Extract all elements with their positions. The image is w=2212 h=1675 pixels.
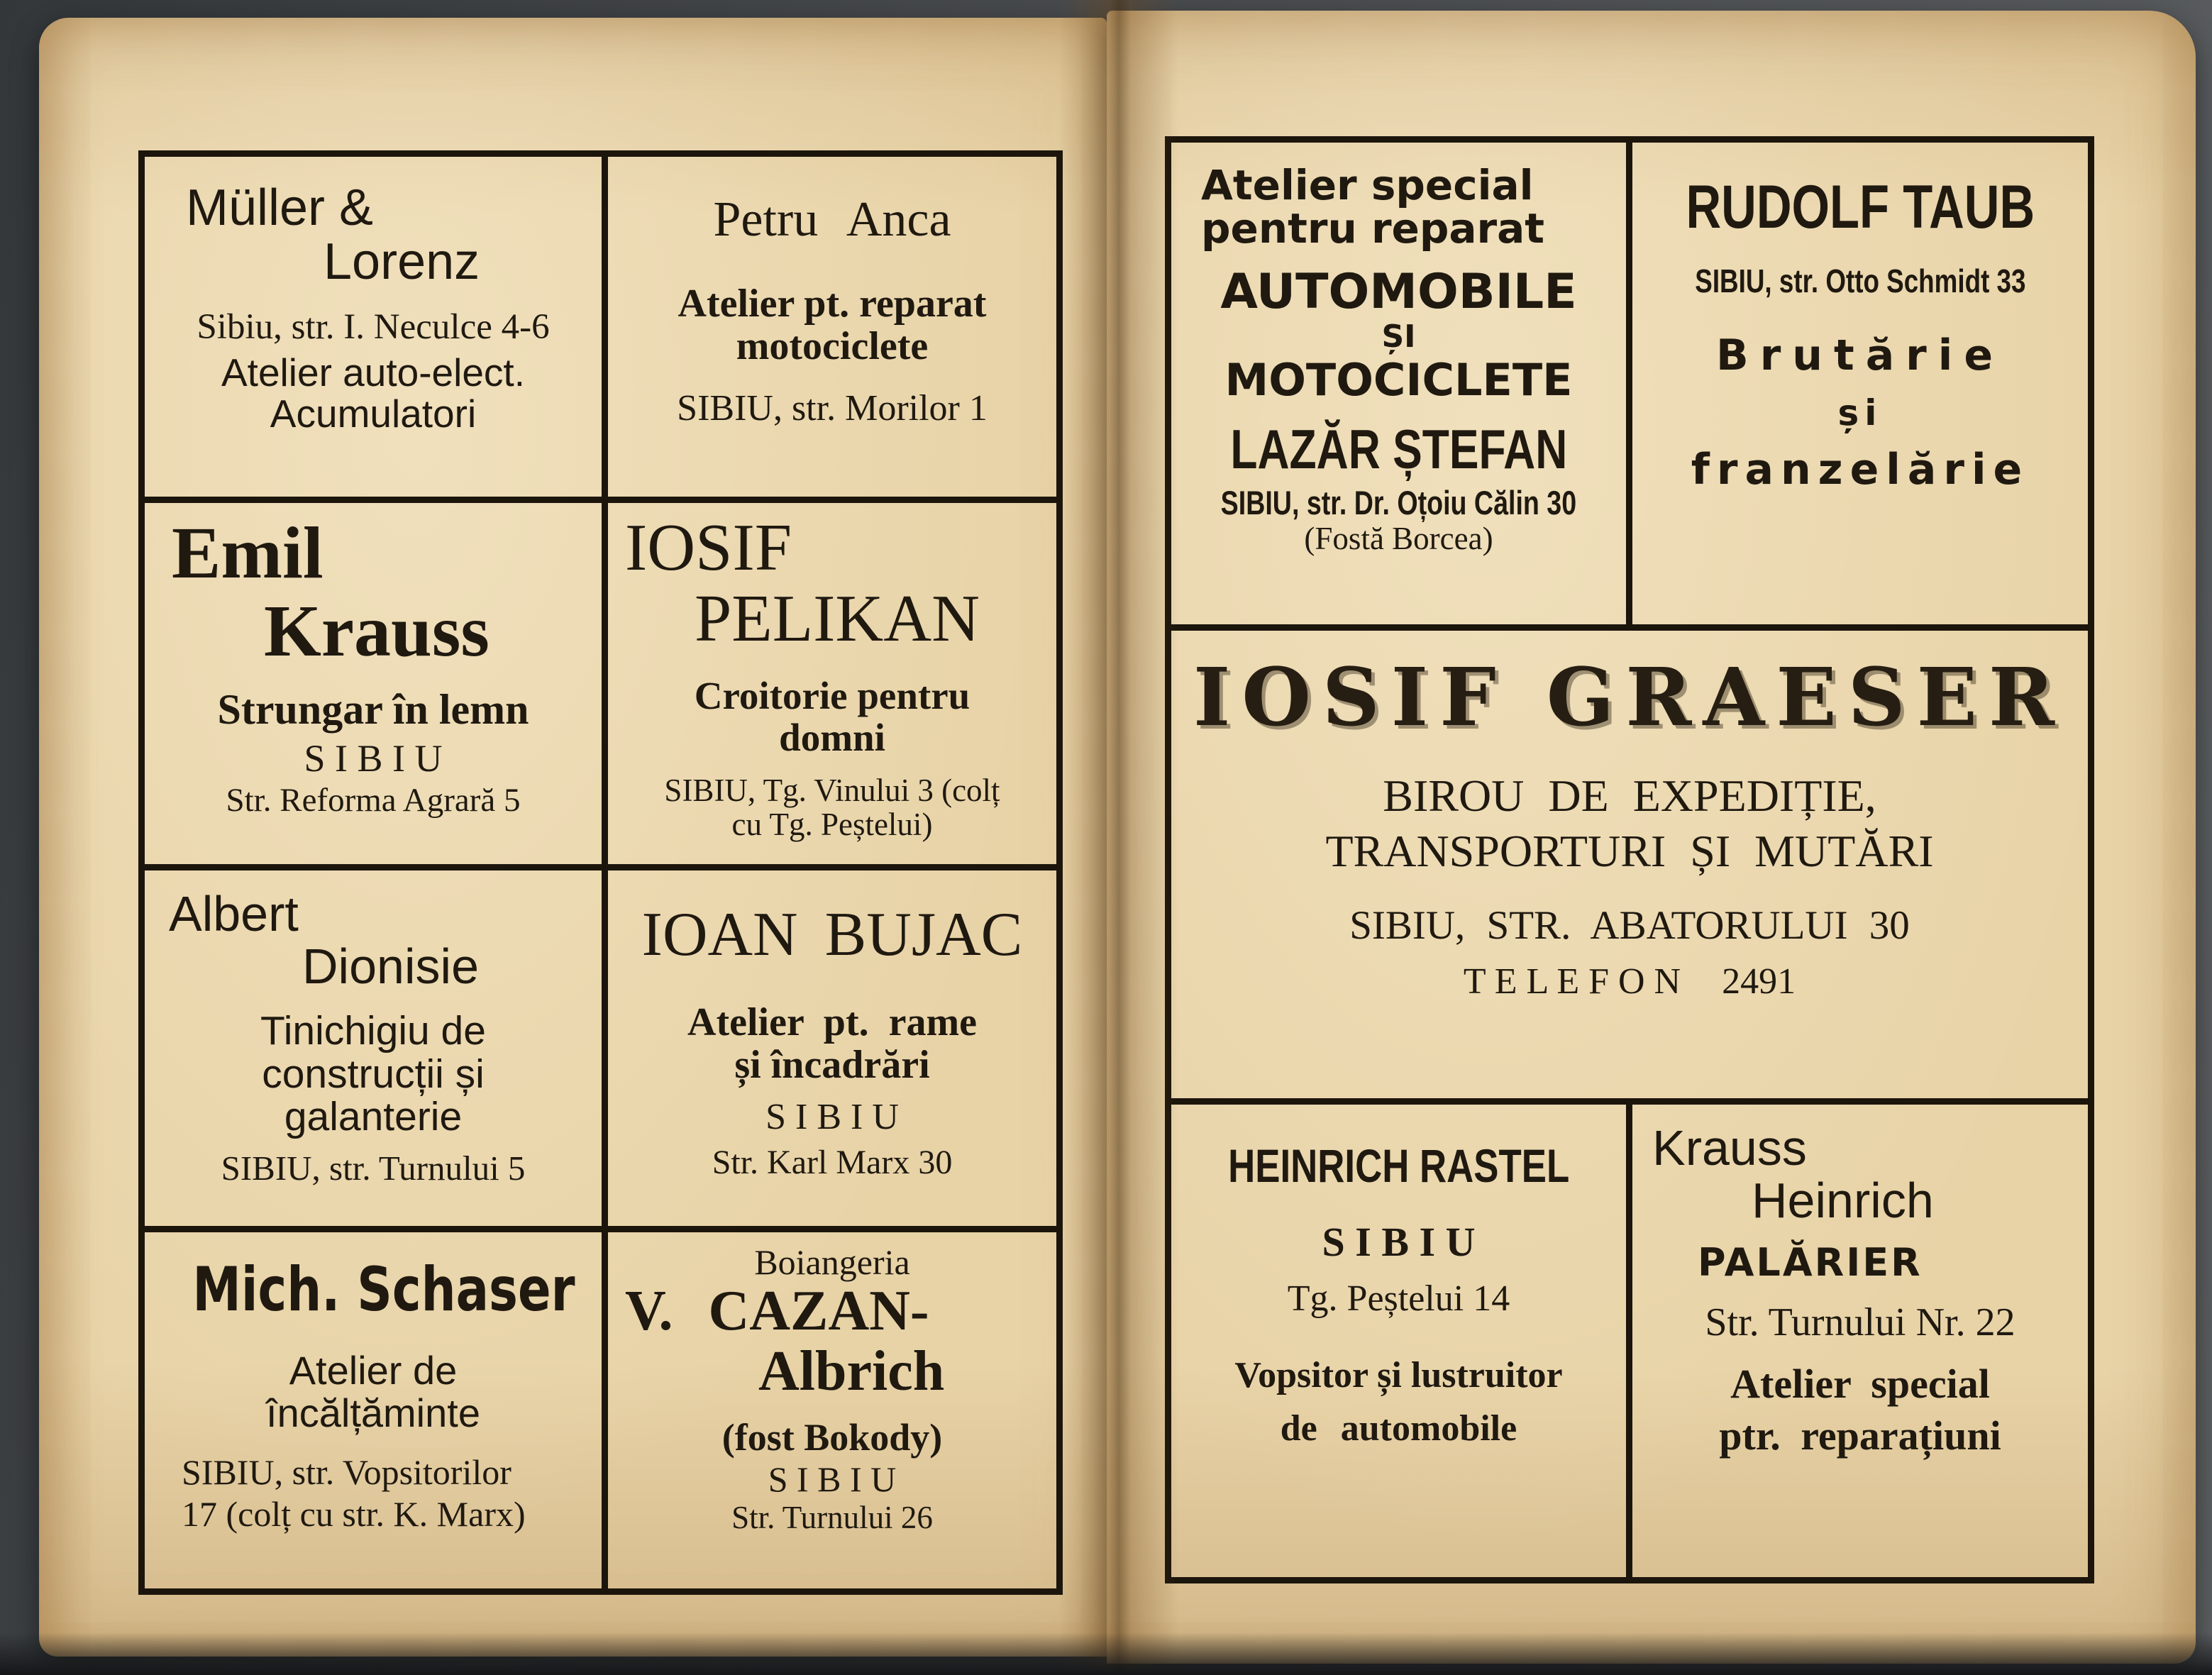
phone-label: T E L E F O N	[1463, 961, 1681, 1002]
ad-address: cu Tg. Peștelui)	[731, 806, 933, 842]
ad-address: Str. Turnului Nr. 22	[1705, 1300, 2015, 1344]
ad-description: Tinichigiu de	[260, 1008, 486, 1054]
ad-title: Müller &	[186, 179, 374, 236]
ad-address-text: SIBIU, str. Dr. Oțoiu Călin 30	[1220, 484, 1577, 522]
ad-title: Albert	[169, 886, 299, 941]
ad-title: Krauss	[264, 590, 490, 673]
ad-title: Lorenz	[323, 233, 480, 291]
ad-description: Atelier special	[1730, 1360, 1990, 1407]
ad-address: SIBIU, Tg. Vinului 3 (colț	[664, 772, 1000, 808]
ad-address: Str. Karl Marx 30	[712, 1144, 953, 1182]
left-row-divider-2	[145, 864, 1056, 870]
ad-description: Acumulatori	[270, 391, 477, 436]
ad-pretitle: Boiangeria	[754, 1242, 910, 1282]
ad-description: galanterie	[284, 1094, 463, 1140]
ad-address-text: SIBIU, str. Otto Schmidt 33	[1694, 262, 2026, 300]
ad-rudolf-taub	[1632, 143, 2088, 624]
right-ad-table	[1165, 136, 2094, 1583]
ad-title: Krauss	[1652, 1120, 1807, 1176]
ad-mich-schaser	[145, 1232, 602, 1588]
ad-description: BIROU DE EXPEDIȚIE,	[1383, 770, 1876, 821]
ad-description: pentru reparat	[1201, 204, 1545, 253]
ad-title: Emil	[172, 512, 323, 594]
ad-title	[1632, 175, 2088, 240]
ad-iosif-graeser	[1171, 631, 2088, 1098]
ad-address	[1632, 264, 2088, 299]
ad-address: SIBIU, str. Turnului 5	[221, 1148, 526, 1188]
ad-title: IOAN BUJAC	[641, 900, 1023, 969]
ad-city: S I B I U	[768, 1459, 897, 1499]
ad-city: S I B I U	[1322, 1218, 1476, 1265]
ad-description: Croitorie pentru	[694, 674, 970, 718]
ad-title: Albrich	[758, 1339, 945, 1403]
ad-description: Atelier pt. reparat	[678, 282, 987, 326]
ad-address: SIBIU, str. Vopsitorilor	[182, 1452, 511, 1492]
ad-muller-lorenz	[145, 157, 602, 497]
left-page	[39, 18, 1107, 1657]
ad-description: Atelier auto-elect.	[221, 350, 525, 394]
right-top-column-divider	[1626, 143, 1632, 624]
ad-description: ptr. reparațiuni	[1719, 1413, 2001, 1459]
left-row-divider-1	[145, 497, 1056, 503]
ad-emil-krauss	[145, 503, 602, 864]
ad-title-text: HEINRICH RASTEL	[1227, 1139, 1570, 1192]
ad-conjunction: ȘI	[1381, 319, 1416, 355]
ad-title	[145, 1254, 602, 1325]
ad-title: Heinrich	[1752, 1173, 1934, 1229]
ad-address: 17 (colț cu str. K. Marx)	[182, 1493, 526, 1534]
ad-address-former: (Fostă Borcea)	[1304, 520, 1493, 556]
ad-title-text: Mich. Schaser	[192, 1254, 575, 1325]
ad-conjunction: și	[1837, 392, 1883, 433]
left-row-divider-3	[145, 1226, 1056, 1232]
ad-profession: PALĂRIER	[1698, 1240, 1923, 1286]
ad-address: Str. Turnului 26	[731, 1499, 933, 1535]
ad-address	[1171, 485, 1626, 522]
ad-title: PELIKAN	[695, 581, 980, 656]
ad-city: S I B I U	[765, 1096, 899, 1137]
ad-address: Tg. Peștelui 14	[1287, 1278, 1510, 1320]
ad-address: Str. Reforma Agrară 5	[226, 782, 521, 819]
ad-description: și încadrări	[734, 1042, 930, 1087]
ad-description: Atelier de	[289, 1348, 458, 1393]
ad-description: (fost Bokody)	[721, 1415, 943, 1459]
ad-address: Sibiu, str. I. Neculce 4-6	[197, 306, 550, 347]
ad-city: S I B I U	[304, 737, 443, 780]
ad-albert-dionisie	[145, 870, 602, 1226]
left-column-divider	[602, 157, 608, 1588]
right-bottom-column-divider	[1626, 1105, 1632, 1577]
ad-heinrich-rastel	[1171, 1105, 1626, 1577]
ad-service-big: MOTOCICLETE	[1224, 353, 1573, 406]
ad-phone	[1171, 962, 2088, 1001]
ad-service-big: AUTOMOBILE	[1220, 263, 1577, 320]
ad-description: Vopsitor și lustruitor	[1234, 1354, 1563, 1395]
left-ad-table	[138, 150, 1063, 1595]
ad-krauss-heinrich	[1632, 1105, 2088, 1577]
ad-petru-anca	[608, 157, 1056, 497]
ad-iosif-pelikan	[608, 503, 1056, 864]
ad-title-text: LAZĂR ȘTEFAN	[1230, 418, 1567, 481]
ad-address: SIBIU, STR. ABATORULUI 30	[1349, 903, 1910, 949]
ad-title	[1171, 1141, 1626, 1192]
ad-description: TRANSPORTURI ȘI MUTĂRI	[1325, 825, 1934, 876]
ad-description: construcții și	[262, 1051, 485, 1097]
ad-description: motociclete	[736, 324, 929, 368]
ad-title: Dionisie	[302, 939, 479, 995]
ad-ioan-bujac	[608, 870, 1056, 1226]
ad-lazar-stefan	[1171, 143, 1626, 624]
ad-title	[1171, 420, 1626, 480]
ad-description: franzelărie	[1691, 444, 2030, 494]
ad-title: IOSIF	[625, 511, 792, 585]
ad-description: de automobile	[1280, 1408, 1517, 1449]
ad-title: Petru Anca	[713, 192, 951, 247]
ad-title: V. CAZAN-	[625, 1280, 929, 1342]
right-row-divider-2	[1171, 1098, 2088, 1105]
ad-description: domni	[779, 715, 885, 759]
ad-description: Brutărie	[1715, 330, 2005, 380]
ad-description: Atelier special	[1201, 161, 1534, 209]
phone-number: 2491	[1722, 961, 1796, 1002]
ad-title-text: RUDOLF TAUB	[1686, 173, 2035, 241]
ad-description: încălțăminte	[266, 1390, 480, 1435]
right-page	[1107, 11, 2196, 1664]
ad-address: SIBIU, str. Morilor 1	[677, 387, 988, 429]
ad-title: IOSIF GRAESER	[1193, 651, 2067, 744]
ad-description: Atelier pt. rame	[687, 1000, 977, 1045]
ad-cazan-albrich	[608, 1232, 1056, 1588]
right-row-divider-1	[1171, 624, 2088, 631]
ad-description: Strungar în lemn	[217, 686, 529, 734]
